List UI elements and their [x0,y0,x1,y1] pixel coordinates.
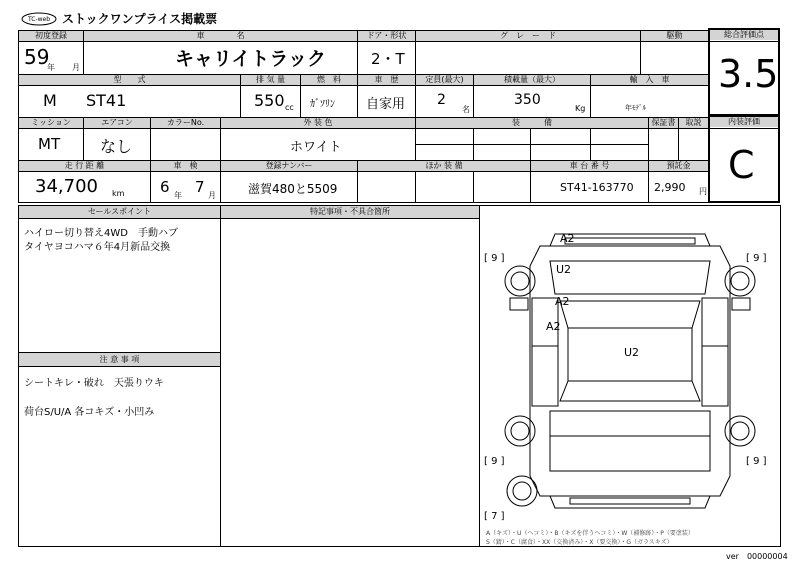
first-reg-year: 59 [24,45,50,69]
model-label: 型 式 [19,75,240,85]
cautions-title: 注 意 事 項 [19,353,220,366]
sales-points-title: セールスポイント [19,206,220,218]
fuel-label: 燃 料 [301,75,357,85]
tire-label-front-right: [ 9 ] [746,253,767,264]
inspection-month: 7 [195,178,205,196]
load-unit: Kg [575,104,586,113]
deposit-value: 2,990 [654,181,686,194]
year-unit: 年 [47,63,55,72]
svg-text:TC-web: TC-web [27,16,51,23]
door-shape-label: ドア・形状 [358,31,415,41]
model-prefix: M [43,91,57,110]
inspection-year-unit: 年 [174,191,182,200]
sales-point-line: タイヤヨコハマ６年4月新品交換 [24,242,171,253]
warranty-label: 保証書 [649,118,678,128]
mission-value: MT [38,135,61,153]
damage-mark: U2 [624,346,640,359]
manual-label: 取説 [679,118,708,128]
capacity-label: 定員(最大) [416,75,473,85]
legend-line-1: A（キズ）・U（ヘコミ）・B（キズを伴うヘコミ）・W（補修跡）・P（要塗装） [486,530,694,537]
yen-unit: 円 [699,187,707,196]
chassis-no-label: 車 台 番 号 [531,161,648,171]
damage-mark: A2 [555,295,570,308]
vehicle-damage-diagram [480,206,780,546]
car-name-label: 車 名 [84,31,357,41]
import-label: 輸 入 車 [591,75,708,85]
overall-score: 3.5 [718,52,779,96]
damage-mark: A2 [560,232,575,245]
cc-unit: cc [285,103,294,112]
import-model-year: 年ﾓﾃﾞﾙ [625,104,646,112]
caution-line: 荷台S/U/A 各コキズ・小凹み [24,407,155,418]
damage-mark: A2 [546,320,561,333]
plate-label: 登録ナンバー [221,161,357,171]
inspection-label: 車 検 [151,161,220,171]
plate-value: 滋賀480と5509 [248,182,338,196]
fuel-value: ｶﾞｿﾘﾝ [310,99,335,110]
logo [20,10,58,28]
chassis-no-value: ST41-163770 [560,181,634,194]
tire-label-front-left: [ 9 ] [484,253,505,264]
damage-mark: U2 [556,263,572,276]
capacity-unit: 名 [462,105,470,114]
mileage-value: 34,700 [35,176,98,197]
inspection-month-unit: 月 [208,191,216,200]
document-title: ストックワンプライス掲載票 [62,12,218,26]
interior-score-label: 内装評価 [710,117,778,127]
equipment-label: 装 備 [416,118,648,128]
month-unit: 月 [72,63,80,72]
mission-label: ミッション [19,118,83,128]
aircon-value: なし [100,137,133,156]
version-label: ver 00000004 [726,552,788,561]
special-notes-title: 特記事項・不具合箇所 [221,206,479,218]
first-reg-label: 初度登録 [19,31,83,41]
aircon-label: エアコン [84,118,150,128]
interior-score: C [728,143,755,187]
exterior-color-value: ホワイト [290,140,342,155]
history-label: 車 歴 [358,75,415,85]
tire-label-rear-right: [ 9 ] [746,456,767,467]
caution-line: シートキレ・破れ 天張りウキ [24,378,164,389]
tire-label-spare: [ 7 ] [484,511,505,522]
displacement-value: 550 [254,91,285,110]
drive-label: 駆動 [641,31,708,41]
model-code: ST41 [86,91,127,110]
sales-point-line: ハイロー切り替え4WD 手動ハブ [24,228,178,239]
color-no-label: カラーNo. [151,118,220,128]
mileage-label: 走 行 距 離 [19,161,150,171]
load-label: 積載量（最大） [474,75,590,85]
interior-score-box [708,115,780,203]
legend-line-2: S（錆）・C（腐食）・XX（交換済み）・X（要交換）・G（ガラスキズ） [486,539,673,546]
load-value: 350 [514,92,541,108]
km-unit: km [112,189,125,198]
displacement-label: 排 気 量 [241,75,300,85]
car-name: キャリイトラック [175,48,327,70]
inspection-year: 6 [160,178,170,196]
capacity-value: 2 [437,92,446,108]
grade-label: グ レ ー ド [416,31,640,41]
overall-score-label: 総合評価点 [710,30,778,40]
other-equipment-label: ほか 装 備 [358,161,530,171]
history-value: 自家用 [366,97,406,112]
exterior-color-label: 外 装 色 [221,118,415,128]
door-shape: 2・T [371,50,405,68]
overall-score-box [708,28,780,116]
deposit-label: 預託金 [649,161,708,171]
tire-label-rear-left: [ 9 ] [484,456,505,467]
